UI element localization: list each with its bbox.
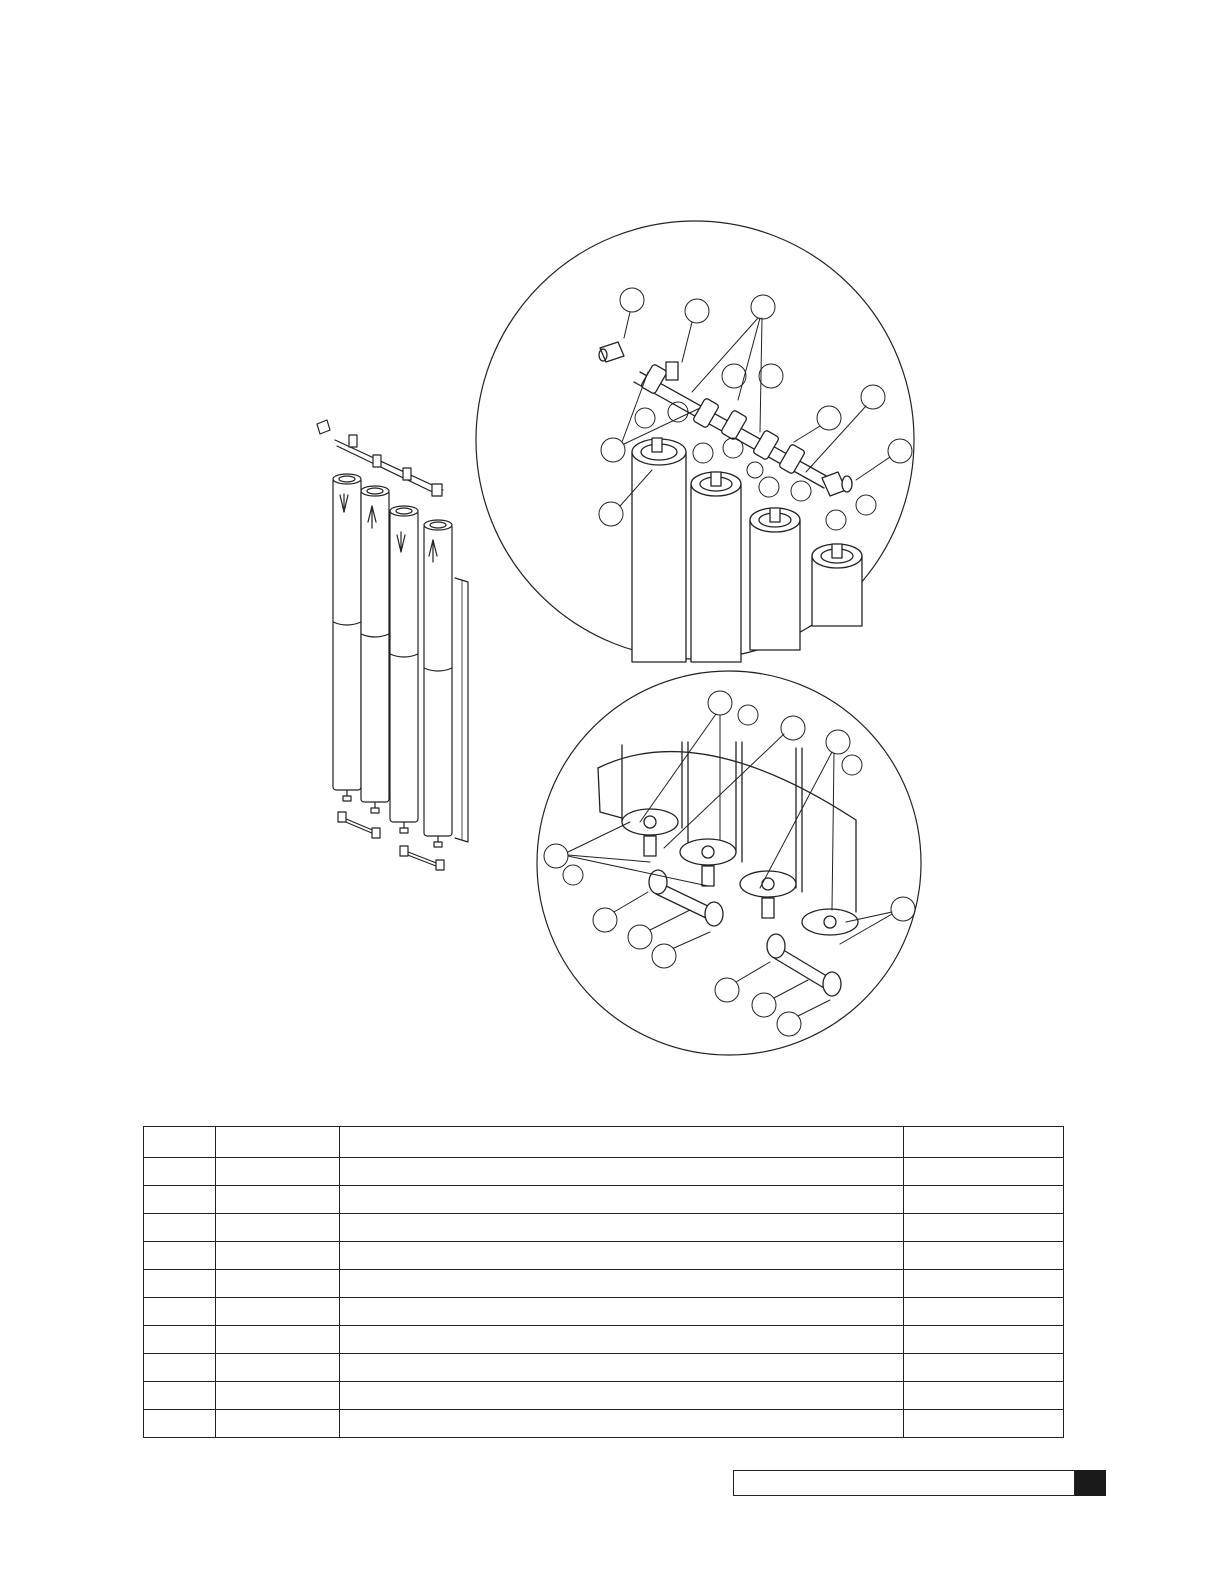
parts-list-table (143, 1126, 1064, 1438)
cell-item (144, 1326, 216, 1354)
page-number-tab (1075, 1470, 1106, 1496)
cell-quantity (904, 1270, 1064, 1298)
header-description (340, 1127, 904, 1158)
cell-part-number (216, 1326, 340, 1354)
table-row (144, 1214, 1064, 1242)
top-detail-view (476, 221, 914, 662)
cell-description (340, 1186, 904, 1214)
housing-3 (390, 506, 418, 833)
cell-part-number (216, 1382, 340, 1410)
cell-item (144, 1270, 216, 1298)
cell-item (144, 1298, 216, 1326)
table-row (144, 1382, 1064, 1410)
cell-description (340, 1270, 904, 1298)
cell-quantity (904, 1186, 1064, 1214)
cell-part-number (216, 1298, 340, 1326)
footer-section-title (733, 1470, 1075, 1496)
cell-description (340, 1410, 904, 1438)
cell-part-number (216, 1354, 340, 1382)
cell-item (144, 1382, 216, 1410)
cell-item (144, 1186, 216, 1214)
cell-item (144, 1242, 216, 1270)
cell-description (340, 1242, 904, 1270)
cell-quantity (904, 1214, 1064, 1242)
table-row (144, 1242, 1064, 1270)
table-row (144, 1326, 1064, 1354)
header-quantity (904, 1127, 1064, 1158)
table-row (144, 1158, 1064, 1186)
housing-1 (333, 474, 361, 801)
header-item (144, 1127, 216, 1158)
cell-part-number (216, 1410, 340, 1438)
housing-4 (424, 520, 452, 847)
table-row (144, 1354, 1064, 1382)
cell-part-number (216, 1242, 340, 1270)
table-row (144, 1186, 1064, 1214)
overview-assembly (317, 420, 468, 870)
cell-quantity (904, 1410, 1064, 1438)
table-row (144, 1270, 1064, 1298)
cell-description (340, 1326, 904, 1354)
cell-item (144, 1410, 216, 1438)
cell-item (144, 1214, 216, 1242)
cell-description (340, 1354, 904, 1382)
cell-quantity (904, 1354, 1064, 1382)
cell-quantity (904, 1382, 1064, 1410)
table-header-row (144, 1127, 1064, 1158)
bottom-callouts (544, 691, 915, 1036)
table-row (144, 1298, 1064, 1326)
cell-item (144, 1158, 216, 1186)
cell-item (144, 1354, 216, 1382)
cell-part-number (216, 1270, 340, 1298)
cell-part-number (216, 1214, 340, 1242)
bottom-detail-view (537, 671, 921, 1055)
cell-part-number (216, 1158, 340, 1186)
table-row (144, 1410, 1064, 1438)
cell-description (340, 1214, 904, 1242)
housing-2 (361, 486, 389, 813)
cell-quantity (904, 1326, 1064, 1354)
cell-quantity (904, 1242, 1064, 1270)
cell-quantity (904, 1158, 1064, 1186)
cell-quantity (904, 1298, 1064, 1326)
header-part-number (216, 1127, 340, 1158)
cell-description (340, 1158, 904, 1186)
cell-description (340, 1382, 904, 1410)
cell-description (340, 1298, 904, 1326)
cell-part-number (216, 1186, 340, 1214)
